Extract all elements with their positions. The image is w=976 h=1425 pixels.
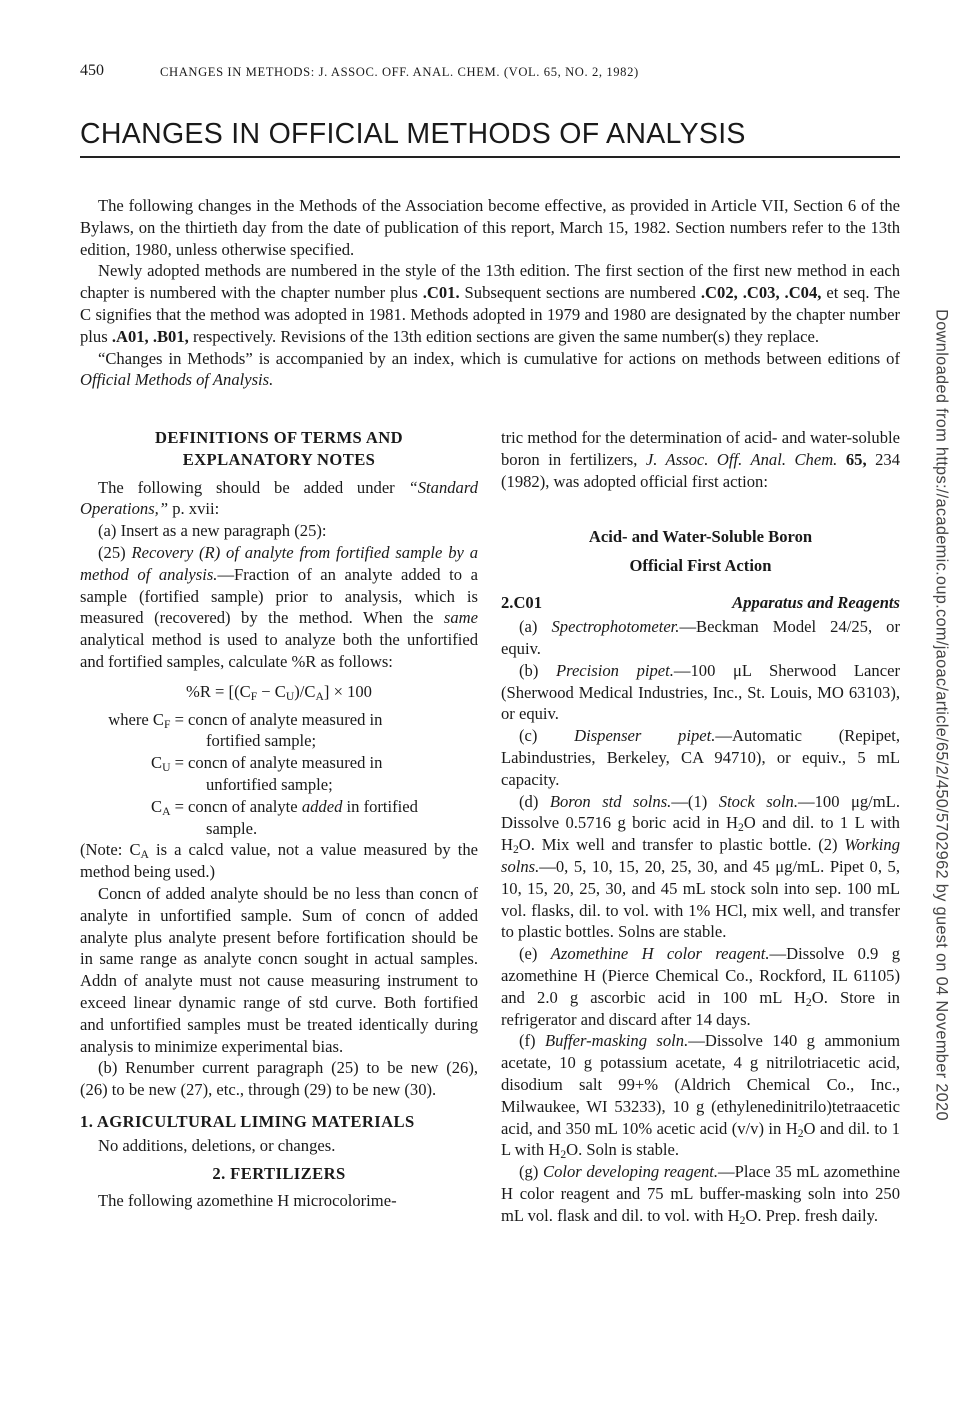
where-symbol xyxy=(80,796,188,840)
where-row xyxy=(80,752,478,796)
italic-run: Spectrophotometer. xyxy=(551,617,680,637)
paragraph xyxy=(80,542,478,673)
title-rule xyxy=(80,156,900,158)
text-run: —Automatic (Repipet, Labindustries, Berkeley, CA 94710), or equiv., 5 mL capacity. xyxy=(501,726,900,789)
chapter-heading: 1. AGRICULTURAL LIMING MATERIALS xyxy=(80,1111,415,1131)
paragraph: (a) Insert as a new paragraph (25): xyxy=(98,521,327,541)
paragraph xyxy=(501,427,900,492)
subscript: F xyxy=(164,717,171,731)
intro-paragraph-2 xyxy=(80,260,900,347)
text-run: unfortified sample; xyxy=(206,774,333,794)
section-heading xyxy=(501,592,900,614)
reagent-item xyxy=(501,943,900,1030)
text-run: = xyxy=(170,753,184,773)
text-run: —0, 5, 10, 15, 20, 25, 30, and 45 μg/mL. Pipet 0, 5, 10, 15, 20, 25, 30, and 45 mL stock soln into sep. 100 mL vol. flasks, dil. to vol. with 1% HCl, mix well, and transfer to plastic bottles. Solns are stable. xyxy=(501,856,900,942)
article-title: CHANGES IN OFFICIAL METHODS OF ANALYSIS xyxy=(80,118,746,150)
subscript: A xyxy=(315,689,324,703)
running-header xyxy=(80,62,900,86)
text-run: = xyxy=(170,796,184,816)
paragraph: Concn of added analyte should be no less than concn of analyte in unfortified sample. Sum of concn of added analyte plus analyte present before fortification should be in same range as analyte concn sought in actual samples. Addn of analyte must not cause measuring instrument to exceed linear dynamic range of std curve. Both fortified and unfortified samples must be treated identically during analysis to minimize experimental bias. xyxy=(80,883,478,1056)
watermark-text: Downloaded from https://academic.oup.com/jaoac/article/65/2/450/5702962 by guest on 04 November 2020 xyxy=(932,309,951,1121)
heading-line: Acid- and Water-Soluble Boron xyxy=(588,527,813,547)
text-run: O and dil. to 1 L with H xyxy=(501,813,900,855)
text-run: concn of analyte measured in xyxy=(188,709,383,729)
text-run: O. Prep. fresh daily. xyxy=(745,1205,878,1225)
text-run: (e) xyxy=(519,944,551,964)
book-title: Official Methods of Analysis. xyxy=(80,370,274,390)
text-run: (Note: C xyxy=(80,840,141,860)
where-definition xyxy=(188,752,478,796)
left-column xyxy=(80,427,478,1212)
section-title: Apparatus and Reagents xyxy=(732,593,900,613)
text-run: 234 (1982), was adopted official first action: xyxy=(501,449,900,491)
intro-paragraph-1: The following changes in the Methods of the Association become effective, as provided in Article VII, Section 6 of the Bylaws, on the thirtieth day from the date of publication of this report, March 15, 1982. Section numbers refer to the 13th edition, 1980, unless otherwise specified. xyxy=(80,196,900,259)
volume-number: 65, xyxy=(845,449,867,469)
definitions-heading xyxy=(80,427,478,471)
text-run: (g) xyxy=(519,1162,543,1182)
intro-paragraph-3 xyxy=(80,348,900,392)
italic-run: Azomethine H color reagent. xyxy=(550,944,770,964)
text-run: %R = [(C xyxy=(186,681,251,701)
text-run: —Place 35 mL azomethine H color reagent and 75 mL buffer-masking soln into 250 mL vol. flask and dil. to vol. with H xyxy=(501,1162,900,1225)
text-run: O. Soln is stable. xyxy=(566,1140,680,1160)
italic-run: Precision pipet. xyxy=(555,660,674,680)
text-run: in fortified xyxy=(342,796,418,816)
recovery-formula xyxy=(80,681,478,703)
reagent-item xyxy=(501,1030,900,1161)
text-run: —100 μL Sherwood Lancer (Sherwood Medical Industries, Inc., St. Louis, MO 63103), or equiv. xyxy=(501,660,900,724)
subscript: 2 xyxy=(737,821,744,835)
text-run: tric method for the determination of acid- and water-soluble boron in fertilizers, xyxy=(501,428,900,469)
text-run: —Beckman Model 24/25, or equiv. xyxy=(501,617,900,658)
page-number: 450 xyxy=(80,62,104,79)
text-run: (f) xyxy=(519,1031,546,1051)
text-run: (a) xyxy=(519,617,552,637)
text-run: The following should be added under xyxy=(98,477,409,497)
text-run: (25) xyxy=(98,542,132,562)
text-run: —Dissolve 140 g ammonium acetate, 10 g potassium acetate, 4 g nitrilotriacetic acid, disodium salt 99+% (Aldrich Chemical Co., Inc., Milwaukee, WI 53233), 10 g (ethylenedinitrilo)tetraacetic acid, and 350 mL 10% acetic acid (v/v) in H xyxy=(501,1031,900,1138)
italic-run: added xyxy=(301,796,343,816)
where-definition xyxy=(188,709,478,753)
reagent-item xyxy=(501,660,900,725)
section-code: .A01, .B01, xyxy=(111,326,189,346)
section-number: 2.C01 xyxy=(501,593,543,613)
where-row xyxy=(80,709,478,753)
subscript: F xyxy=(250,689,258,703)
where-symbol xyxy=(80,752,188,796)
text-run: sample. xyxy=(206,818,258,838)
italic-run: Stock soln. xyxy=(718,791,798,811)
intro-section xyxy=(80,195,900,391)
text-run: (b) xyxy=(519,660,556,680)
text-run xyxy=(837,450,846,469)
paragraph: The following azomethine H microcolorime- xyxy=(98,1191,397,1211)
paragraph xyxy=(80,477,478,521)
text-run: p. xvii: xyxy=(168,499,220,519)
where-symbol xyxy=(80,709,188,753)
reagent-item xyxy=(501,1161,900,1226)
text-run: C xyxy=(151,753,163,773)
reagent-item xyxy=(501,616,900,660)
text-run: C xyxy=(151,796,163,816)
subscript: U xyxy=(162,761,171,775)
heading-line: DEFINITIONS OF TERMS AND xyxy=(155,428,403,447)
text-run: is a calcd value, not a value measured by the method being used.) xyxy=(80,840,479,882)
text-run: —(1) xyxy=(671,791,719,811)
subscript: U xyxy=(285,689,295,703)
reagent-item xyxy=(501,791,900,944)
italic-run: same xyxy=(443,608,478,628)
italic-run: Buffer-masking soln. xyxy=(545,1031,689,1051)
right-column xyxy=(501,427,900,1227)
text-run: O and dil. to 1 L with H xyxy=(501,1118,900,1160)
text-run: O. Mix well and transfer to plastic bottle. (2) xyxy=(518,835,845,855)
text-run: = xyxy=(170,709,184,729)
text-run: analytical method is used to analyze both the unfortified and fortified samples, calculate %R as follows: xyxy=(80,630,478,671)
text-run: ] × 100 xyxy=(323,681,372,701)
text-run: Newly adopted methods are numbered in the style of the 13th edition. The first section of the first new method in each chapter is numbered with the chapter number plus xyxy=(80,261,900,303)
subscript: 2 xyxy=(560,1148,567,1162)
text-run: —Dissolve 0.9 g azomethine H (Pierce Chemical Co., Rockford, IL 61105) and 2.0 g ascorbic acid in 100 mL H xyxy=(501,944,900,1007)
subscript: 2 xyxy=(512,843,519,857)
paragraph: (b) Renumber current paragraph (25) to be new (26), (26) to be new (27), etc., through (29) to be new (30). xyxy=(80,1058,478,1100)
text-run: et seq. The C signifies that the method was adopted in 1981. Methods adopted in 1979 and 1980 are designated by the chapter number plus xyxy=(80,283,900,346)
chapter-heading: 2. FERTILIZERS xyxy=(212,1163,346,1183)
note-paragraph xyxy=(80,839,478,883)
subscript: A xyxy=(140,848,149,862)
italic-run: Color developing reagent. xyxy=(543,1162,719,1182)
text-run: Subsequent sections are numbered xyxy=(459,283,701,303)
journal-name: J. Assoc. Off. Anal. Chem. xyxy=(645,449,838,469)
subscript: 2 xyxy=(739,1213,746,1227)
subscript: 2 xyxy=(805,995,812,1009)
italic-run: “Standard Operations,” xyxy=(80,477,478,519)
text-run: O. Store in refrigerator and discard after 14 days. xyxy=(501,987,900,1029)
text-run: where C xyxy=(108,709,165,729)
italic-run: Working solns. xyxy=(501,835,900,876)
italic-run: Recovery (R) of analyte from fortified sample by a method of analysis. xyxy=(80,542,478,584)
italic-run: Dispenser pipet. xyxy=(574,726,716,746)
text-run: (d) xyxy=(519,791,550,811)
text-run: fortified sample; xyxy=(206,731,317,751)
text-run: concn of analyte xyxy=(188,796,302,816)
where-definition xyxy=(188,796,478,840)
text-run: respectively. Revisions of the 13th edition sections are given the same number(s) they replace. xyxy=(188,326,820,346)
text-run: )/C xyxy=(294,681,316,701)
section-code: .C02, .C03, .C04, xyxy=(700,283,822,303)
section-code: .C01. xyxy=(422,283,460,303)
paragraph: No additions, deletions, or changes. xyxy=(98,1135,336,1155)
text-run: —100 μg/mL. Dissolve 0.5716 g boric acid in H xyxy=(501,791,900,833)
subscript: 2 xyxy=(797,1126,804,1140)
running-title: CHANGES IN METHODS: J. ASSOC. OFF. ANAL. CHEM. (VOL. 65, NO. 2, 1982) xyxy=(160,65,639,79)
text-run: concn of analyte measured in xyxy=(188,753,383,773)
subscript: A xyxy=(162,804,171,818)
reagent-item xyxy=(501,725,900,790)
method-title xyxy=(501,522,900,580)
text-run: (c) xyxy=(519,726,575,746)
heading-line: Official First Action xyxy=(629,556,772,576)
text-run: − C xyxy=(257,681,286,701)
text-run: “Changes in Methods” is accompanied by an index, which is cumulative for actions on methods between editions of xyxy=(98,348,900,368)
where-row xyxy=(80,796,478,840)
italic-run: Boron std solns. xyxy=(549,791,672,811)
text-run: —Fraction of an analyte added to a sample (fortified sample) prior to analysis, which is measured (recovered) by the method. When the xyxy=(80,564,479,628)
heading-line: EXPLANATORY NOTES xyxy=(182,449,376,469)
